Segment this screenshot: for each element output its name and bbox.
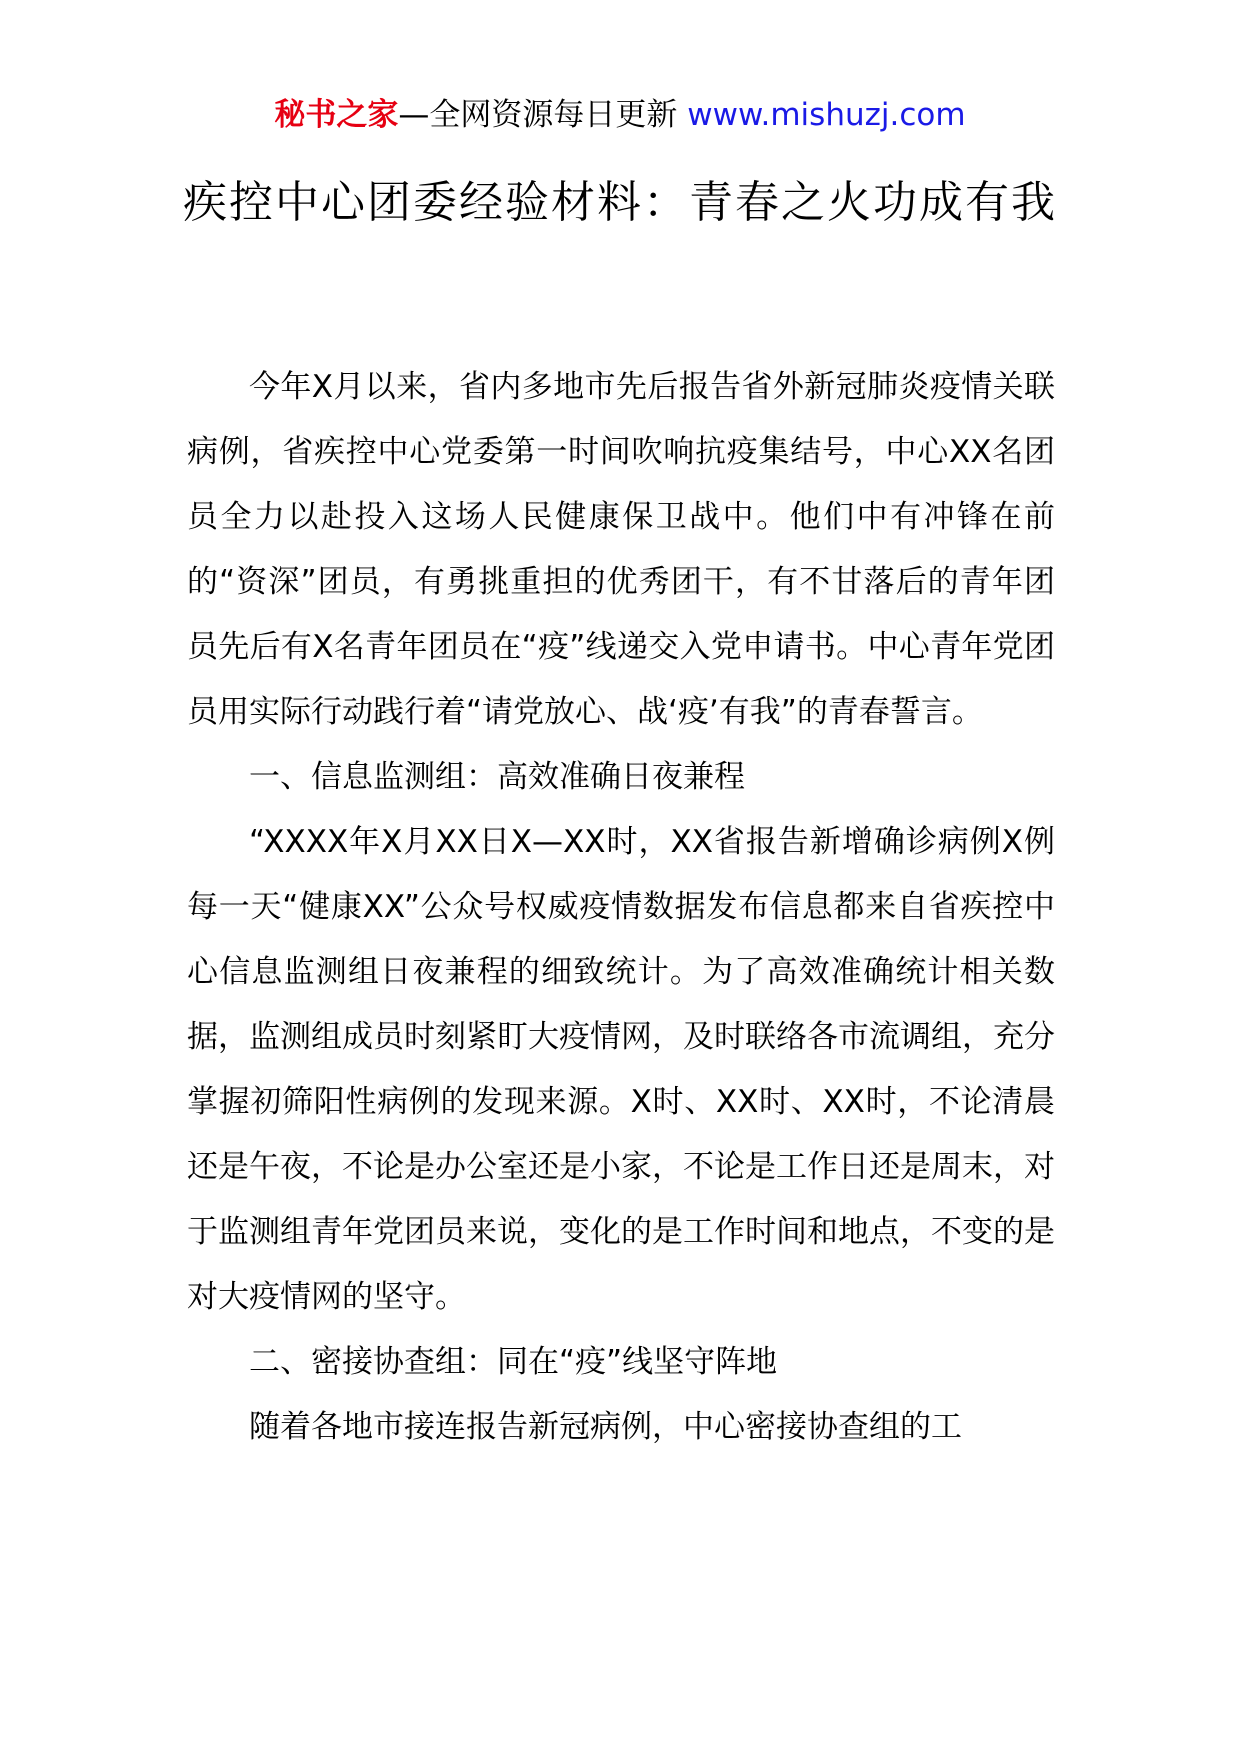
banner-slogan: —全网资源每日更新 xyxy=(398,97,688,133)
brand-name: 秘书之家 xyxy=(274,97,399,133)
section-2-paragraph: 随着各地市接连报告新冠病例，中心密接协查组的工 xyxy=(249,1409,962,1445)
document-title: 疾控中心团委经验材料：青春之火功成有我 xyxy=(183,177,1057,228)
document-body xyxy=(187,355,1055,1460)
section-heading-1: 一、信息监测组：高效准确日夜兼程 xyxy=(249,759,745,795)
site-banner xyxy=(0,90,1240,140)
intro-paragraph: 今年X月以来，省内多地市先后报告省外新冠肺炎疫情关联病例，省疾控中心党委第一时间吹响抗疫集结号，中心XX名团员全力以赴投入这场人民健康保卫战中。他们中有冲锋在前的“资深”团员，有勇挑重担的优秀团干，有不甘落后的青年团员先后有X名青年团员在“疫”线递交入党申请书。中心青年党团员用实际行动践行着“请党放心、战‘疫’有我”的青春誓言。 xyxy=(187,369,1055,730)
section-1-paragraph: “XXXX年X月XX日X—XX时，XX省报告新增确诊病例X例每一天“健康XX”公众号权威疫情数据发布信息都来自省疾控中心信息监测组日夜兼程的细致统计。为了高效准确统计相关数据，监测组成员时刻紧盯大疫情网，及时联络各市流调组，充分掌握初筛阳性病例的发现来源。X时、XX时、XX时，不论清晨还是午夜，不论是办公室还是小家，不论是工作日还是周末，对于监测组青年党团员来说，变化的是工作时间和地点，不变的是对大疫情网的坚守。 xyxy=(187,824,1055,1315)
section-heading-2: 二、密接协查组：同在“疫”线坚守阵地 xyxy=(249,1344,778,1380)
site-url-link[interactable]: www.mishuzj.com xyxy=(687,97,966,133)
